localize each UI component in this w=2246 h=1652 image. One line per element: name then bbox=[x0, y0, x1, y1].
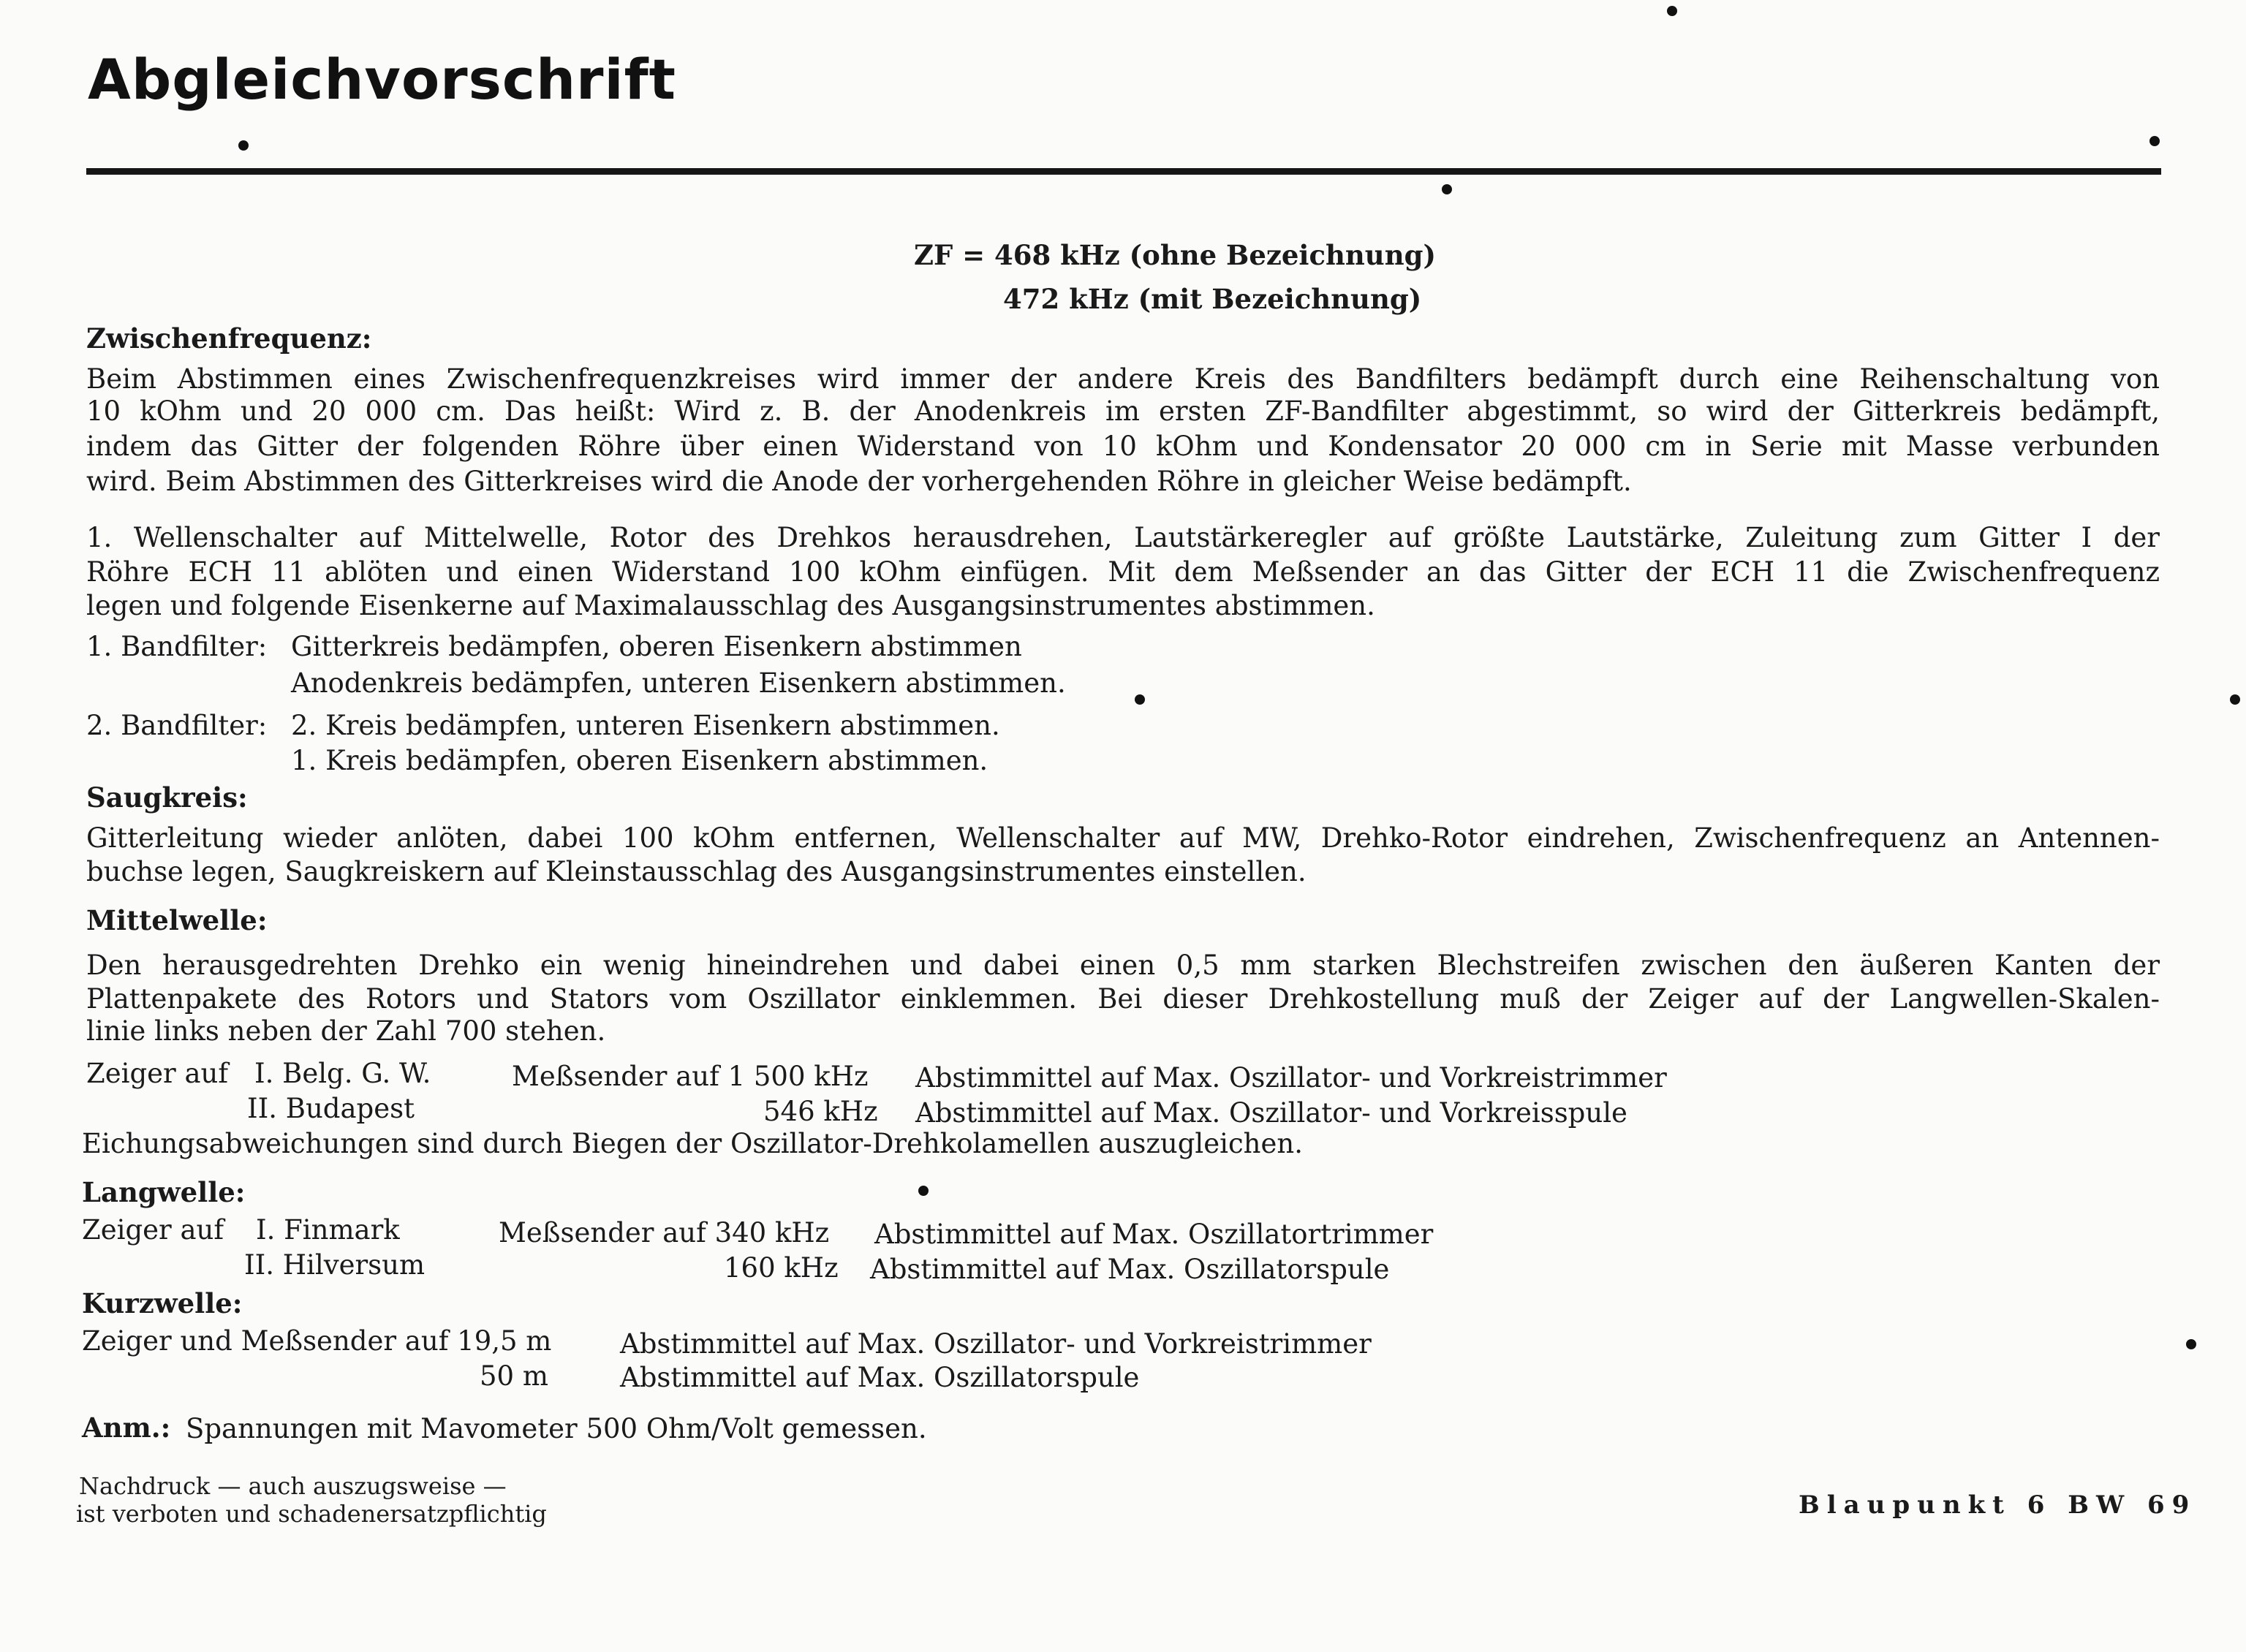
mittelwelle-line: Den herausgedrehten Drehko ein wenig hineindrehen und dabei einen 0,5 mm starken Blechstreifen zwischen den äußeren Kanten der bbox=[86, 950, 2160, 981]
lw-row1-col2: I. Finmark bbox=[256, 1214, 400, 1246]
lw-row1-col3: Meßsender auf 340 kHz bbox=[499, 1217, 830, 1249]
mw-row2-col2: II. Budapest bbox=[247, 1093, 415, 1124]
kw-row2-col1: 50 m bbox=[480, 1360, 548, 1392]
lw-row2-col2: II. Hilversum bbox=[244, 1249, 426, 1281]
kw-row1-col2: Abstimmittel auf Max. Oszillator- und Vorkreistrimmer bbox=[620, 1328, 1372, 1360]
bandfilter1-step-a: Gitterkreis bedämpfen, oberen Eisenkern abstimmen bbox=[291, 631, 1022, 662]
section-heading-saugkreis: Saugkreis: bbox=[86, 781, 248, 814]
scan-speck bbox=[2230, 694, 2240, 705]
bandfilter2-step-a: 2. Kreis bedämpfen, unteren Eisenkern abstimmen. bbox=[291, 710, 1000, 741]
section-heading-langwelle: Langwelle: bbox=[82, 1176, 246, 1208]
zf-line-2: 472 kHz (mit Bezeichnung) bbox=[1003, 283, 1422, 315]
lw-row1-col4: Abstimmittel auf Max. Oszillatortrimmer bbox=[874, 1219, 1434, 1250]
mittelwelle-line: Plattenpakete des Rotors und Stators vom Oszillator einklemmen. Bei dieser Drehkostellung muß der Zeiger auf der Langwellen-Skalen- bbox=[86, 983, 2160, 1015]
mw-row1-col1: Zeiger auf bbox=[86, 1058, 229, 1089]
scan-speck bbox=[1135, 694, 1145, 705]
zf-line-1: ZF = 468 kHz (ohne Bezeichnung) bbox=[914, 239, 1436, 271]
lw-row2-col3: 160 kHz bbox=[724, 1252, 839, 1284]
scan-speck bbox=[2186, 1339, 2196, 1349]
scan-speck bbox=[918, 1186, 929, 1196]
kw-row1-col1: Zeiger und Meßsender auf 19,5 m bbox=[82, 1325, 552, 1357]
bandfilter2-label: 2. Bandfilter: bbox=[86, 710, 268, 741]
step1-line: Röhre ECH 11 ablöten und einen Widerstand 100 kOhm einfügen. Mit dem Meßsender an das Gitter der ECH 11 die Zwischenfrequenz bbox=[86, 556, 2160, 588]
footer-copyright-line-1: Nachdruck — auch auszugsweise — bbox=[79, 1472, 507, 1500]
mw-row1-col4: Abstimmittel auf Max. Oszillator- und Vorkreistrimmer bbox=[915, 1062, 1667, 1094]
bandfilter1-label: 1. Bandfilter: bbox=[86, 631, 268, 662]
bandfilter2-step-b: 1. Kreis bedämpfen, oberen Eisenkern abstimmen. bbox=[291, 745, 988, 776]
scan-speck bbox=[2149, 136, 2160, 146]
zf-paragraph-line: Beim Abstimmen eines Zwischenfrequenzkreises wird immer der andere Kreis des Bandfilters bedämpft durch eine Reihenschaltung von bbox=[86, 363, 2160, 395]
bandfilter1-step-b: Anodenkreis bedämpfen, unteren Eisenkern abstimmen. bbox=[291, 667, 1066, 699]
step1-line: legen und folgende Eisenkerne auf Maximalausschlag des Ausgangsinstrumentes abstimmen. bbox=[86, 590, 1375, 621]
footer-model: Blaupunkt 6 BW 69 bbox=[1799, 1490, 2197, 1520]
step1-line: 1. Wellenschalter auf Mittelwelle, Rotor des Drehkos herausdrehen, Lautstärkeregler auf größte Lautstärke, Zuleitung zum Gitter I der bbox=[86, 522, 2160, 553]
mittelwelle-note: Eichungsabweichungen sind durch Biegen der Oszillator-Drehkolamellen auszugleichen. bbox=[82, 1128, 1303, 1159]
scan-speck bbox=[1442, 184, 1452, 194]
mittelwelle-line: linie links neben der Zahl 700 stehen. bbox=[86, 1015, 606, 1047]
zf-paragraph-line: indem das Gitter der folgenden Röhre über einen Widerstand von 10 kOhm und Kondensator 20 000 cm in Serie mit Masse verbunden bbox=[86, 431, 2160, 462]
section-heading-mittelwelle: Mittelwelle: bbox=[86, 904, 268, 936]
section-heading-kurzwelle: Kurzwelle: bbox=[82, 1287, 243, 1319]
mw-row2-col3: 546 kHz bbox=[763, 1096, 878, 1127]
saugkreis-line: buchse legen, Saugkreiskern auf Kleinstausschlag des Ausgangsinstrumentes einstellen. bbox=[86, 856, 1307, 887]
anm-text: Spannungen mit Mavometer 500 Ohm/Volt gemessen. bbox=[186, 1413, 927, 1444]
mw-row1-col3: Meßsender auf 1 500 kHz bbox=[512, 1061, 869, 1092]
zf-paragraph-line: wird. Beim Abstimmen des Gitterkreises wird die Anode der vorhergehenden Röhre in gleicher Weise bedämpft. bbox=[86, 466, 1632, 497]
mw-row1-col2: I. Belg. G. W. bbox=[254, 1058, 431, 1089]
footer-copyright-line-2: ist verboten und schadenersatzpflichtig bbox=[76, 1500, 547, 1528]
scan-speck bbox=[238, 140, 249, 151]
lw-row2-col4: Abstimmittel auf Max. Oszillatorspule bbox=[870, 1254, 1390, 1285]
page-title: Abgleichvorschrift bbox=[88, 47, 676, 112]
zf-paragraph-line: 10 kOhm und 20 000 cm. Das heißt: Wird z. B. der Anodenkreis im ersten ZF-Bandfilter abgestimmt, so wird der Gitterkreis bedämpft, bbox=[86, 395, 2160, 427]
saugkreis-line: Gitterleitung wieder anlöten, dabei 100 kOhm entfernen, Wellenschalter auf MW, Drehko-Rotor eindrehen, Zwischenfrequenz an Antennen- bbox=[86, 822, 2160, 854]
title-divider bbox=[86, 168, 2161, 175]
anm-label: Anm.: bbox=[82, 1412, 171, 1444]
lw-row1-col1: Zeiger auf bbox=[82, 1214, 224, 1246]
kw-row2-col2: Abstimmittel auf Max. Oszillatorspule bbox=[620, 1362, 1140, 1393]
scan-speck bbox=[1667, 6, 1677, 16]
section-heading-zwischenfrequenz: Zwischenfrequenz: bbox=[86, 322, 372, 355]
mw-row2-col4: Abstimmittel auf Max. Oszillator- und Vorkreisspule bbox=[915, 1097, 1627, 1129]
